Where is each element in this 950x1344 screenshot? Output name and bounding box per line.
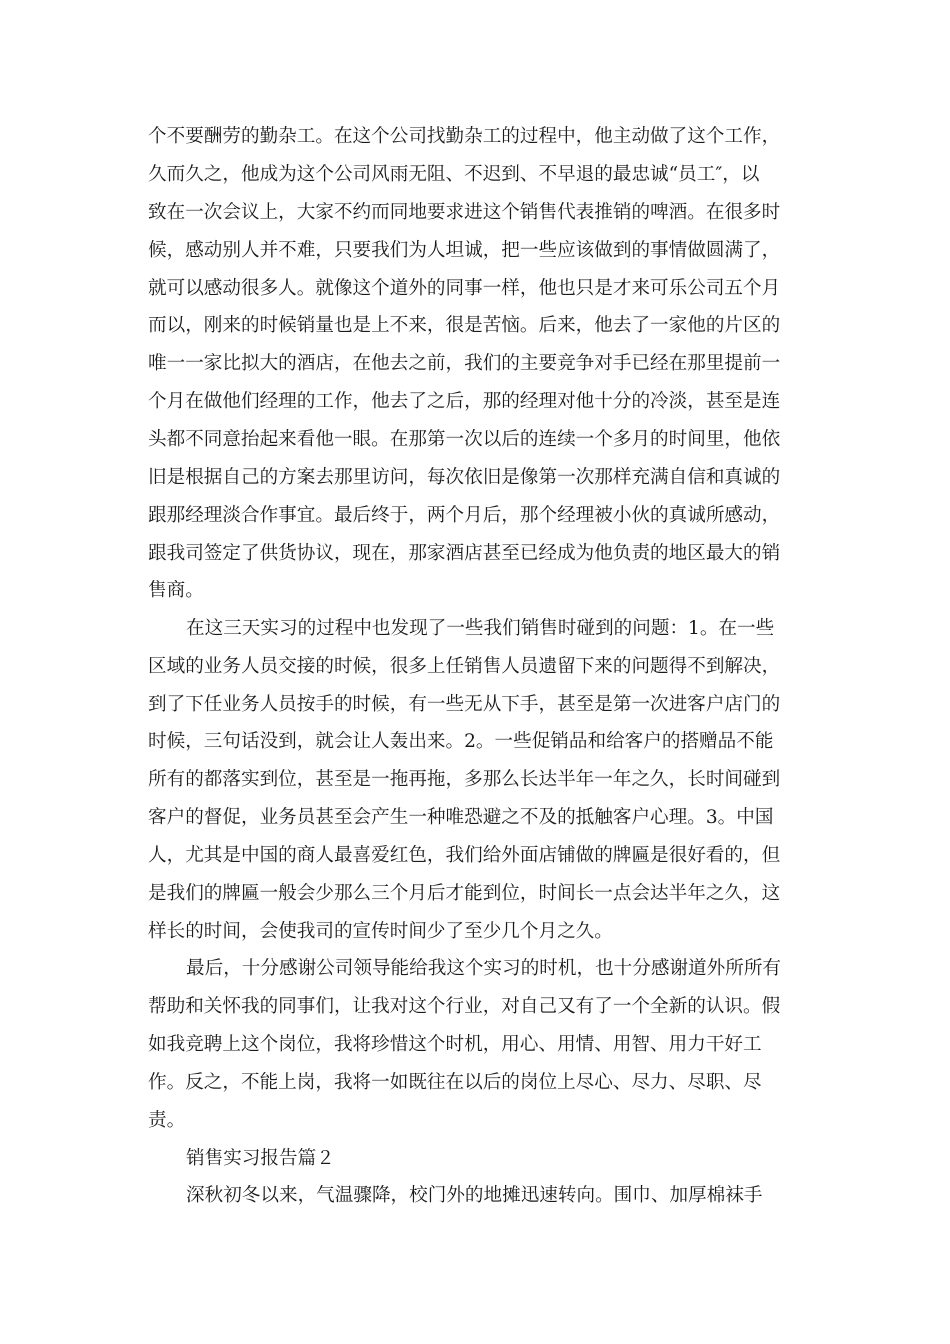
- text-line: 头都不同意抬起来看他一眼。在那第一次以后的连续一个多月的时间里，他依: [148, 429, 781, 450]
- text-line: 责。: [148, 1110, 186, 1131]
- section-heading: 销售实习报告篇２: [186, 1148, 335, 1169]
- text-line: 跟我司签定了供货协议，现在，那家酒店甚至已经成为他负责的地区最大的销: [148, 543, 781, 564]
- text-line: 时候，三句话没到，就会让人轰出来。2。一些促销品和给客户的搭赠品不能: [148, 731, 774, 752]
- text-line: 个不要酬劳的勤杂工。在这个公司找勤杂工的过程中，他主动做了这个工作，: [148, 126, 781, 147]
- text-line: 作。反之，不能上岗，我将一如既往在以后的岗位上尽心、尽力、尽职、尽: [148, 1072, 762, 1093]
- text-line: 如我竞聘上这个岗位，我将珍惜这个时机，用心、用情、用智、用力干好工: [148, 1034, 762, 1055]
- text-line: 个月在做他们经理的工作，他去了之后，那的经理对他十分的冷淡，甚至是连: [148, 391, 781, 412]
- text-line: 是我们的牌匾一般会少那么三个月后才能到位，时间长一点会达半年之久，这: [148, 883, 781, 904]
- text-line: 旧是根据自己的方案去那里访问，每次依旧是像第一次那样充满自信和真诚的: [148, 467, 781, 488]
- text-line: 样长的时间，会使我司的宣传时间少了至少几个月之久。: [148, 921, 613, 942]
- text-line: 售商。: [148, 580, 204, 601]
- text-line: 就可以感动很多人。就像这个道外的同事一样，他也只是才来可乐公司五个月: [148, 278, 781, 299]
- paragraph-first-line: 深秋初冬以来，气温骤降，校门外的地摊迅速转向。围巾、加厚棉袜手: [186, 1185, 763, 1206]
- text-line: 帮助和关怀我的同事们，让我对这个行业，对自己又有了一个全新的认识。假: [148, 996, 781, 1017]
- text-line: 到了下任业务人员按手的时候，有一些无从下手，甚至是第一次进客户店门的: [148, 694, 781, 715]
- text-line: 候，感动别人并不难，只要我们为人坦诚，把一些应该做到的事情做圆满了，: [148, 240, 781, 261]
- text-line: 客户的督促，业务员甚至会产生一种唯恐避之不及的抵触客户心理。3。中国: [148, 807, 774, 828]
- text-line: 跟那经理淡合作事宜。最后终于，两个月后，那个经理被小伙的真诚所感动，: [148, 505, 781, 526]
- text-line: 区域的业务人员交接的时候，很多上任销售人员遗留下来的问题得不到解决，: [148, 656, 781, 677]
- paragraph-first-line: 在这三天实习的过程中也发现了一些我们销售时碰到的问题：1。在一些: [186, 618, 775, 639]
- paragraph-first-line: 最后，十分感谢公司领导能给我这个实习的时机，也十分感谢道外所所有: [186, 958, 782, 979]
- text-line: 久而久之，他成为这个公司风雨无阻、不迟到、不早退的最忠诚“员工″，以: [148, 164, 760, 185]
- text-line: 而以，刚来的时候销量也是上不来，很是苦恼。后来，他去了一家他的片区的: [148, 315, 781, 336]
- text-line: 所有的都落实到位，甚至是一拖再拖，多那么长达半年一年之久，长时间碰到: [148, 769, 781, 790]
- text-line: 人，尤其是中国的商人最喜爱红色，我们给外面店铺做的牌匾是很好看的，但: [148, 845, 781, 866]
- text-line: 致在一次会议上，大家不约而同地要求进这个销售代表推销的啤酒。在很多时: [148, 202, 781, 223]
- text-line: 唯一一家比拟大的酒店，在他去之前，我们的主要竞争对手已经在那里提前一: [148, 353, 781, 374]
